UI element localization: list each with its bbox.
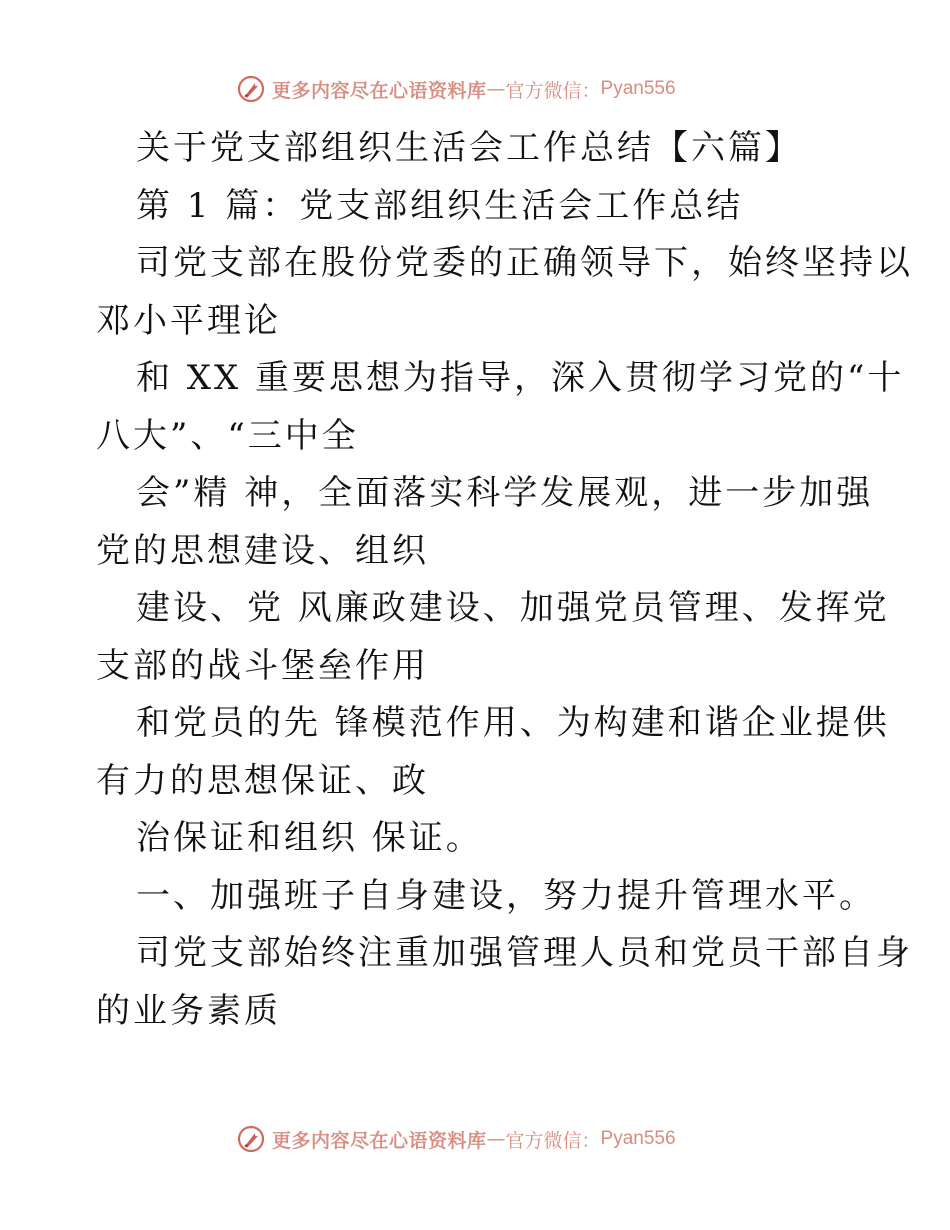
watermark-account: Pyan556: [600, 78, 676, 99]
pen-nib-logo-icon: [236, 74, 266, 104]
paragraph-line: 党的思想建设、组织: [96, 530, 429, 571]
watermark-main-text: 更多内容尽在心语资料库: [272, 79, 487, 102]
paragraph-line: 司党支部始终注重加强管理人员和党员干部自身: [136, 933, 913, 973]
watermark-label: 官方微信：: [505, 79, 601, 102]
watermark-account: Pyan556: [600, 1128, 676, 1149]
document-body: [96, 120, 913, 1040]
footer-watermark: [236, 1122, 676, 1156]
watermark-separator: —: [486, 1128, 506, 1150]
document-title: 关于党支部组织生活会工作总结【六篇】: [136, 128, 802, 168]
paragraph-line: 和党员的先 锋模范作用、为构建和谐企业提供: [136, 703, 890, 743]
watermark-main-text: 更多内容尽在心语资料库: [272, 1129, 487, 1152]
paragraph-line: 司党支部在股份党委的正确领导下，始终坚持以: [136, 243, 913, 283]
watermark-label: 官方微信：: [505, 1129, 601, 1152]
paragraph-line: 的业务素质: [96, 990, 281, 1031]
paragraph-line: 邓小平理论: [96, 300, 281, 341]
header-watermark: [236, 72, 676, 106]
section-heading: 第 1 篇：党支部组织生活会工作总结: [136, 185, 744, 226]
subsection-heading: 一、加强班子自身建设，努力提升管理水平。: [136, 875, 876, 916]
paragraph-line: 建设、党 风廉政建设、加强党员管理、发挥党: [136, 588, 890, 628]
watermark-separator: —: [486, 78, 506, 100]
paragraph-line: 会”精 神，全面落实科学发展观，进一步加强: [136, 473, 874, 513]
paragraph-line: 八大”、“三中全: [96, 415, 359, 456]
paragraph-line: 和 XX 重要思想为指导，深入贯彻学习党的“十: [136, 358, 905, 398]
paragraph-line: 治保证和组织 保证。: [136, 818, 483, 858]
pen-nib-logo-icon: [236, 1124, 266, 1154]
paragraph-line: 有力的思想保证、政: [96, 760, 429, 801]
paragraph-line: 支部的战斗堡垒作用: [96, 645, 429, 686]
